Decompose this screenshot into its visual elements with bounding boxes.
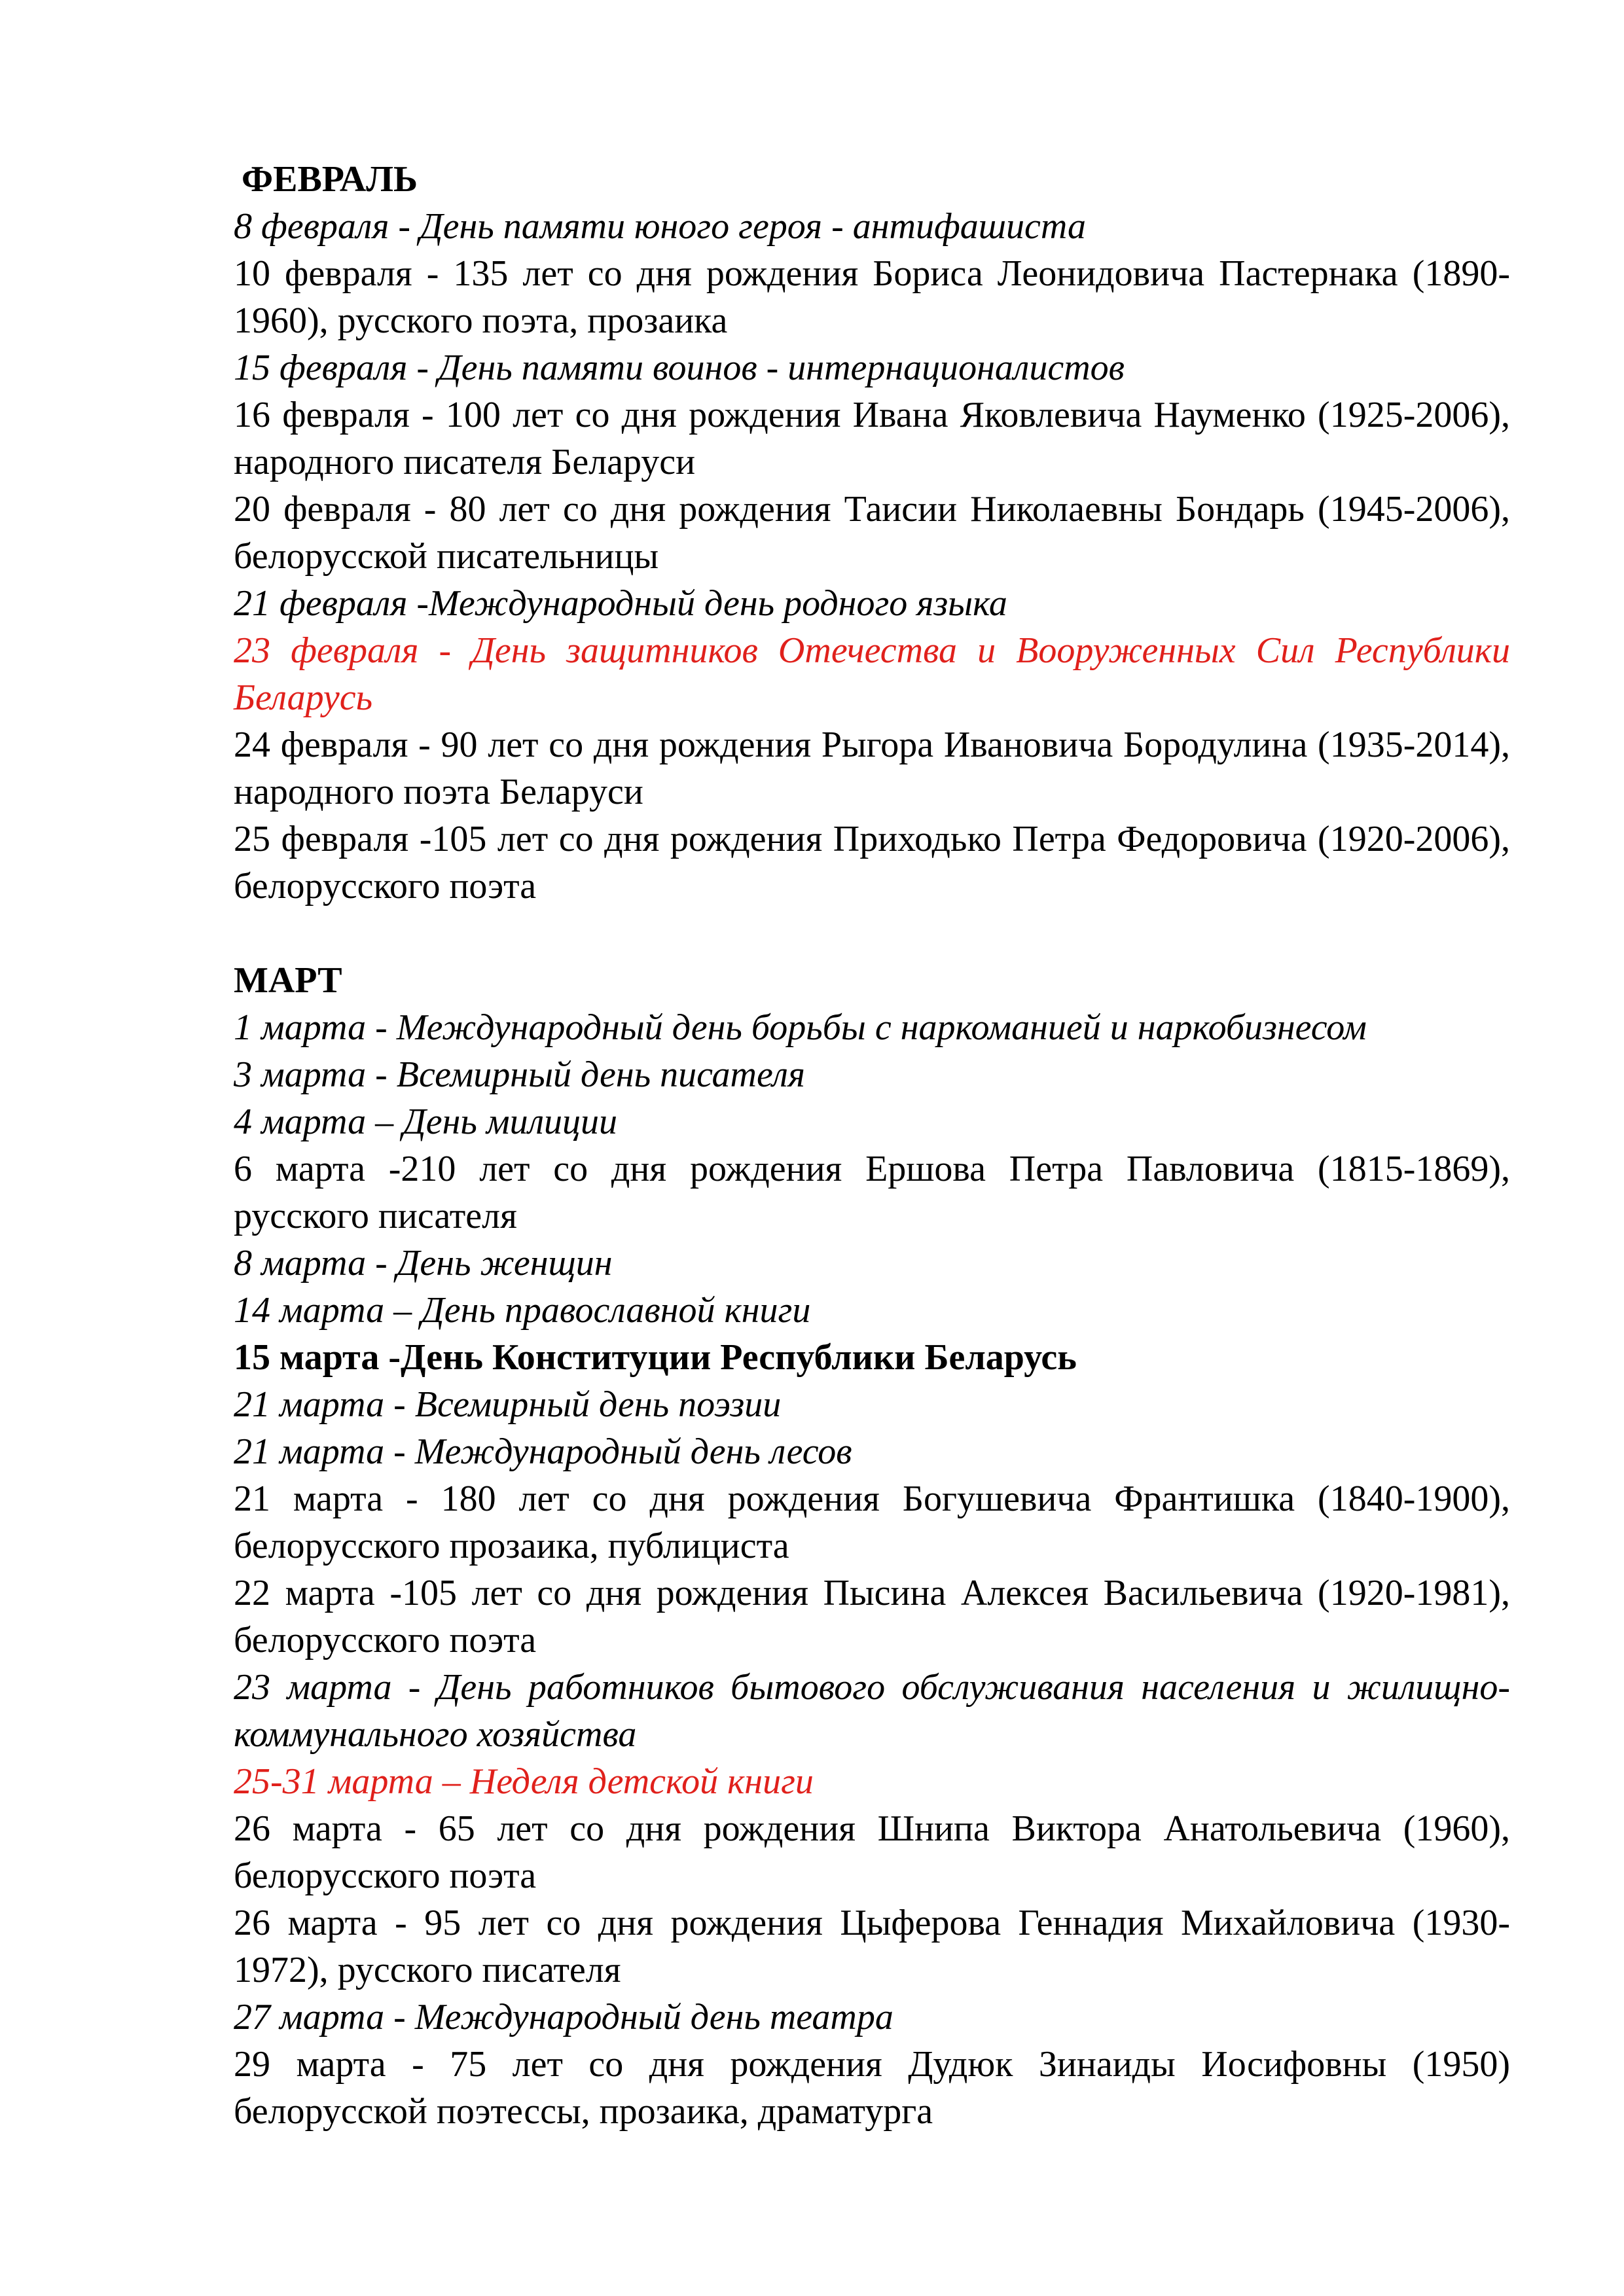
calendar-entry: 6 марта -210 лет со дня рождения Ершова Петра Павловича (1815-1869), русского писателя — [234, 1149, 1510, 1236]
calendar-entry: 27 марта - Международный день театра — [234, 1997, 893, 2037]
calendar-entry: 26 марта - 65 лет со дня рождения Шнипа Виктора Анатольевича (1960), белорусского поэта — [234, 1808, 1510, 1896]
calendar-entry: 29 марта - 75 лет со дня рождения Дудюк Зинаиды Иосифовны (1950) белорусской поэтессы, прозаика, драматурга — [234, 2044, 1510, 2132]
february-entries — [234, 203, 1510, 910]
calendar-entry: 20 февраля - 80 лет со дня рождения Таисии Николаевны Бондарь (1945-2006), белорусской писательницы — [234, 489, 1510, 577]
month-heading-march: МАРТ — [234, 960, 342, 1001]
calendar-entry: 21 марта - Международный день лесов — [234, 1431, 852, 1472]
calendar-entry: 15 марта -День Конституции Республики Беларусь — [234, 1337, 1077, 1378]
calendar-entry: 8 февраля - День памяти юного героя - антифашиста — [234, 206, 1086, 247]
calendar-entry: 23 февраля - День защитников Отечества и Вооруженных Сил Республики Беларусь — [234, 630, 1510, 718]
march-section — [234, 957, 1510, 2135]
calendar-entry: 8 марта - День женщин — [234, 1243, 613, 1283]
calendar-entry: 26 марта - 95 лет со дня рождения Цыферова Геннадия Михайловича (1930-1972), русского писателя — [234, 1903, 1510, 1990]
calendar-entry: 21 февраля -Международный день родного языка — [234, 583, 1007, 624]
february-section — [234, 156, 1510, 910]
calendar-entry: 14 марта – День православной книги — [234, 1290, 811, 1331]
calendar-entry: 10 февраля - 135 лет со дня рождения Бориса Леонидовича Пастернака (1890-1960), русского поэта, прозаика — [234, 253, 1510, 341]
march-entries — [234, 1004, 1510, 2135]
calendar-entry: 21 марта - 180 лет со дня рождения Богушевича Франтишка (1840-1900), белорусского прозаика, публициста — [234, 1479, 1510, 1566]
calendar-entry: 25-31 марта – Неделя детской книги — [234, 1761, 814, 1802]
calendar-entry: 24 февраля - 90 лет со дня рождения Рыгора Ивановича Бородулина (1935-2014), народного поэта Беларуси — [234, 725, 1510, 812]
calendar-entry: 22 марта -105 лет со дня рождения Пысина Алексея Васильевича (1920-1981), белорусского поэта — [234, 1573, 1510, 1660]
calendar-content — [234, 156, 1510, 2135]
calendar-entry: 15 февраля - День памяти воинов - интернационалистов — [234, 348, 1125, 388]
calendar-entry: 3 марта - Всемирный день писателя — [234, 1054, 805, 1095]
calendar-entry: 4 марта – День милиции — [234, 1102, 618, 1142]
calendar-entry: 25 февраля -105 лет со дня рождения Приходько Петра Федоровича (1920-2006), белорусского поэта — [234, 819, 1510, 906]
calendar-entry: 21 марта - Всемирный день поэзии — [234, 1384, 782, 1425]
calendar-entry: 23 марта - День работников бытового обслуживания населения и жилищно-коммунального хозяйства — [234, 1667, 1510, 1755]
calendar-entry: 1 марта - Международный день борьбы с наркоманией и наркобизнесом — [234, 1007, 1367, 1048]
month-heading-february: ФЕВРАЛЬ — [242, 159, 418, 200]
calendar-entry: 16 февраля - 100 лет со дня рождения Ивана Яковлевича Науменко (1925-2006), народного писателя Беларуси — [234, 395, 1510, 482]
